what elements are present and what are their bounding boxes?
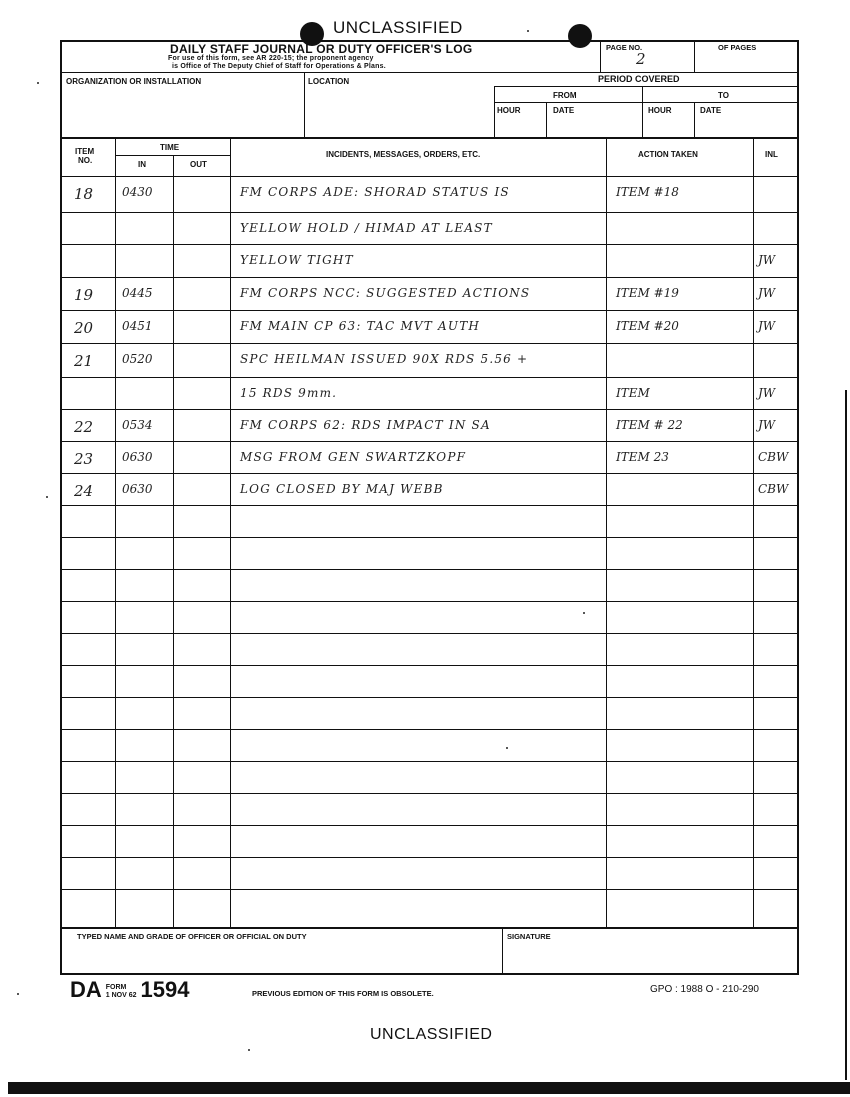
entry-item-no: 22 bbox=[74, 418, 94, 436]
entry-item-no: 23 bbox=[74, 450, 94, 468]
row-line bbox=[60, 409, 798, 410]
speck bbox=[37, 82, 39, 84]
form-title: DAILY STAFF JOURNAL OR DUTY OFFICER'S LOG bbox=[170, 42, 473, 56]
form-subtitle-2: is Office of The Deputy Chief of Staff for Operations & Plans. bbox=[172, 63, 386, 70]
entry-incident-text: YELLOW TIGHT bbox=[240, 253, 354, 267]
out-label: OUT bbox=[190, 160, 207, 169]
scan-right-edge bbox=[845, 390, 847, 1080]
entry-time-in: 0445 bbox=[122, 286, 153, 300]
entry-item-no: 24 bbox=[74, 482, 94, 500]
entry-incident-text: FM MAIN CP 63: TAC MVT AUTH bbox=[240, 319, 481, 333]
location-label: LOCATION bbox=[308, 77, 350, 86]
form-id bbox=[70, 977, 189, 1003]
org-label: ORGANIZATION OR INSTALLATION bbox=[66, 77, 202, 86]
col-in-out-divider bbox=[173, 155, 174, 928]
col-item-divider bbox=[115, 138, 116, 928]
hour-date-divider bbox=[546, 102, 547, 138]
entry-incident-text: YELLOW HOLD / HIMAD AT LEAST bbox=[240, 221, 493, 235]
row-line bbox=[60, 857, 798, 858]
inl-label: INL bbox=[765, 150, 778, 159]
form-subtitle-1: For use of this form, see AR 220-15; the proponent agency bbox=[168, 55, 374, 62]
entry-incident-text: LOG CLOSED BY MAJ WEBB bbox=[240, 482, 444, 496]
entry-action-taken: ITEM #20 bbox=[616, 319, 679, 333]
entry-initials: JW bbox=[758, 253, 776, 267]
entry-time-in: 0451 bbox=[122, 319, 153, 333]
date2-label: DATE bbox=[700, 106, 722, 115]
speck bbox=[583, 612, 585, 614]
row-line bbox=[60, 473, 798, 474]
entry-action-taken: ITEM bbox=[616, 386, 650, 400]
row-line bbox=[60, 633, 798, 634]
entry-time-in: 0520 bbox=[122, 352, 153, 366]
row-line bbox=[60, 441, 798, 442]
entry-time-in: 0630 bbox=[122, 482, 153, 496]
entry-incident-text: FM CORPS 62: RDS IMPACT IN SA bbox=[240, 418, 491, 432]
signature-label: SIGNATURE bbox=[507, 932, 551, 941]
scan-bottom-bar bbox=[8, 1082, 850, 1094]
from-label: FROM bbox=[553, 91, 577, 100]
row-line bbox=[60, 505, 798, 506]
form-prefix: DA bbox=[70, 977, 102, 1002]
row-line bbox=[60, 569, 798, 570]
entry-action-taken: ITEM #19 bbox=[616, 286, 679, 300]
entry-incident-text: FM CORPS NCC: SUGGESTED ACTIONS bbox=[240, 286, 531, 300]
page-no-label: PAGE NO. bbox=[606, 43, 643, 52]
entry-item-no: 20 bbox=[74, 319, 94, 337]
item-label: ITEM bbox=[75, 147, 95, 156]
page-no-value: 2 bbox=[636, 50, 646, 68]
entry-item-no: 18 bbox=[74, 185, 94, 203]
time-label: TIME bbox=[160, 143, 180, 152]
period-from-to-divider bbox=[642, 86, 643, 138]
action-label: ACTION TAKEN bbox=[638, 150, 698, 159]
page-no-box-mid bbox=[694, 40, 695, 72]
speck bbox=[506, 747, 508, 749]
in-label: IN bbox=[138, 160, 146, 169]
row-line bbox=[60, 729, 798, 730]
entry-time-in: 0430 bbox=[122, 185, 153, 199]
row-line bbox=[60, 343, 798, 344]
period-subline bbox=[494, 102, 798, 103]
form-number: 1594 bbox=[140, 977, 190, 1002]
entry-time-in: 0630 bbox=[122, 450, 153, 464]
frame-left bbox=[60, 40, 62, 975]
entry-item-no: 19 bbox=[74, 286, 94, 304]
date-label: DATE bbox=[553, 106, 575, 115]
entry-initials: JW bbox=[758, 418, 776, 432]
header-bottom-line bbox=[60, 137, 798, 139]
form-small-2: 1 NOV 62 bbox=[105, 992, 137, 999]
entry-initials: JW bbox=[758, 319, 776, 333]
period-divider bbox=[494, 86, 495, 138]
page-no-box-left bbox=[600, 40, 601, 72]
row-line bbox=[60, 377, 798, 378]
frame-right bbox=[797, 40, 799, 975]
speck bbox=[46, 496, 48, 498]
hour-label: HOUR bbox=[497, 106, 521, 115]
row-line bbox=[60, 601, 798, 602]
frame-bottom bbox=[60, 973, 798, 975]
entry-item-no: 21 bbox=[74, 352, 94, 370]
entry-incident-text: SPC HEILMAN ISSUED 90X RDS 5.56 + bbox=[240, 352, 529, 366]
hour2-date2-divider bbox=[694, 102, 695, 138]
entry-time-in: 0534 bbox=[122, 418, 153, 432]
entry-action-taken: ITEM # 22 bbox=[616, 418, 683, 432]
row-line bbox=[60, 697, 798, 698]
classification-top: UNCLASSIFIED bbox=[333, 18, 463, 37]
entry-action-taken: ITEM #18 bbox=[616, 185, 679, 199]
period-covered-label: PERIOD COVERED bbox=[598, 74, 680, 84]
entry-initials: CBW bbox=[758, 482, 789, 496]
row-line bbox=[60, 665, 798, 666]
gpo-note: GPO : 1988 O - 210-290 bbox=[650, 984, 759, 995]
entry-incident-text: MSG FROM GEN SWARTZKOPF bbox=[240, 450, 467, 464]
entry-initials: JW bbox=[758, 286, 776, 300]
row-line bbox=[60, 825, 798, 826]
speck bbox=[248, 1049, 250, 1051]
speck bbox=[527, 30, 529, 32]
entry-action-taken: ITEM 23 bbox=[616, 450, 669, 464]
row-line bbox=[60, 244, 798, 245]
to-label: TO bbox=[718, 91, 729, 100]
entry-initials: CBW bbox=[758, 450, 789, 464]
entry-initials: JW bbox=[758, 386, 776, 400]
row-line bbox=[60, 310, 798, 311]
entry-incident-text: 15 RDS 9mm. bbox=[240, 386, 338, 400]
row-line bbox=[60, 277, 798, 278]
hour2-label: HOUR bbox=[648, 106, 672, 115]
form-small-1: FORM bbox=[105, 984, 127, 991]
row-line bbox=[60, 793, 798, 794]
col-action-inl-divider bbox=[753, 138, 754, 928]
form-small-stack bbox=[106, 984, 137, 1000]
signature-top-line bbox=[60, 927, 798, 929]
speck bbox=[17, 993, 19, 995]
row-line bbox=[60, 761, 798, 762]
classification-bottom: UNCLASSIFIED bbox=[370, 1026, 493, 1043]
row-line bbox=[60, 176, 798, 177]
previous-edition-note: PREVIOUS EDITION OF THIS FORM IS OBSOLETE. bbox=[252, 989, 434, 998]
of-pages-label: OF PAGES bbox=[718, 43, 757, 52]
punch-hole-right bbox=[568, 24, 592, 48]
row-line bbox=[60, 537, 798, 538]
typed-name-label: TYPED NAME AND GRADE OF OFFICER OR OFFICIAL ON DUTY bbox=[77, 932, 307, 941]
col-incident-action-divider bbox=[606, 138, 607, 928]
entry-incident-text: FM CORPS ADE: SHORAD STATUS IS bbox=[240, 185, 510, 199]
incidents-label: INCIDENTS, MESSAGES, ORDERS, ETC. bbox=[326, 150, 481, 159]
signature-divider bbox=[502, 927, 503, 974]
org-location-divider bbox=[304, 72, 305, 138]
no-label: NO. bbox=[78, 156, 93, 165]
col-time-incident-divider bbox=[230, 138, 231, 928]
header-row-line bbox=[60, 72, 798, 73]
period-line bbox=[494, 86, 798, 87]
row-line bbox=[60, 212, 798, 213]
row-line bbox=[60, 889, 798, 890]
